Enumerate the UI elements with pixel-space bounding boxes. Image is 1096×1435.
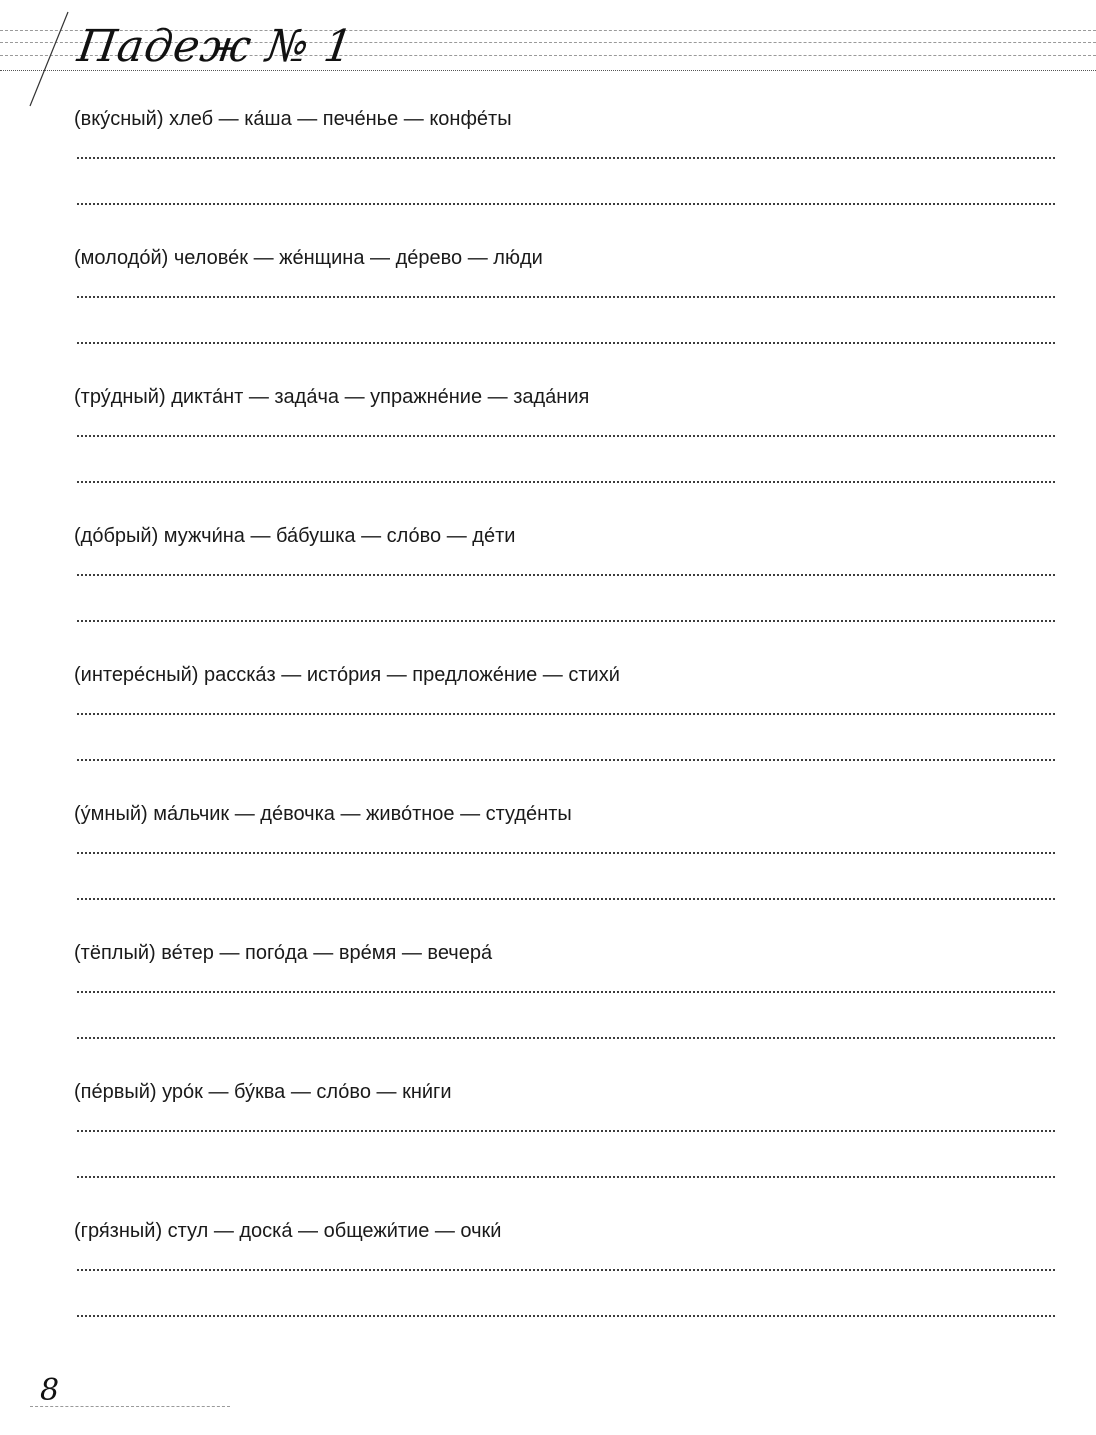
page-number: 8 [40, 1373, 60, 1408]
exercise-item [74, 1080, 1054, 1215]
exercise-prompt: (тру́дный) дикта́нт — зада́ча — упражне́ние — зада́ния [74, 386, 590, 408]
answer-line[interactable] [77, 342, 1055, 344]
exercise-prompt: (тёплый) ве́тер — пого́да — вре́мя — вечера́ [74, 942, 493, 964]
footer-guide-line [30, 1406, 230, 1407]
exercise-item [74, 385, 1054, 520]
answer-line[interactable] [77, 574, 1055, 576]
exercise-prompt: (пе́рвый) уро́к — бу́ква — сло́во — кни́ги [74, 1081, 452, 1103]
exercise-prompt: (интере́сный) расска́з — исто́рия — предложе́ние — стихи́ [74, 664, 620, 686]
page-header [0, 0, 1096, 110]
answer-line[interactable] [77, 203, 1055, 205]
answer-line[interactable] [77, 481, 1055, 483]
exercise-prompt: (гря́зный) стул — доска́ — общежи́тие — очки́ [74, 1220, 502, 1242]
exercise-item [74, 663, 1054, 798]
answer-line[interactable] [77, 620, 1055, 622]
answer-line[interactable] [77, 759, 1055, 761]
answer-line[interactable] [77, 1176, 1055, 1178]
exercise-prompt: (до́брый) мужчи́на — ба́бушка — сло́во — де́ти [74, 525, 516, 547]
exercise-item [74, 524, 1054, 659]
answer-line[interactable] [77, 1037, 1055, 1039]
answer-line[interactable] [77, 852, 1055, 854]
exercise-prompt: (вку́сный) хлеб — ка́ша — пече́нье — конфе́ты [74, 108, 512, 130]
answer-line[interactable] [77, 296, 1055, 298]
exercise-prompt: (у́мный) ма́льчик — де́вочка — живо́тное — студе́нты [74, 803, 572, 825]
answer-line[interactable] [77, 898, 1055, 900]
answer-line[interactable] [77, 157, 1055, 159]
answer-line[interactable] [77, 1130, 1055, 1132]
exercise-item [74, 941, 1054, 1076]
answer-line[interactable] [77, 713, 1055, 715]
answer-line[interactable] [77, 1269, 1055, 1271]
answer-line[interactable] [77, 991, 1055, 993]
page-title: Падеж № 1 [74, 21, 357, 72]
exercise-item [74, 107, 1054, 242]
page-footer [0, 1370, 1096, 1430]
exercise-item [74, 1219, 1054, 1354]
answer-line[interactable] [77, 1315, 1055, 1317]
exercise-prompt: (молодо́й) челове́к — же́нщина — де́рево — лю́ди [74, 247, 543, 269]
exercise-item [74, 802, 1054, 937]
header-slant-line [20, 10, 80, 110]
exercise-item [74, 246, 1054, 381]
answer-line[interactable] [77, 435, 1055, 437]
